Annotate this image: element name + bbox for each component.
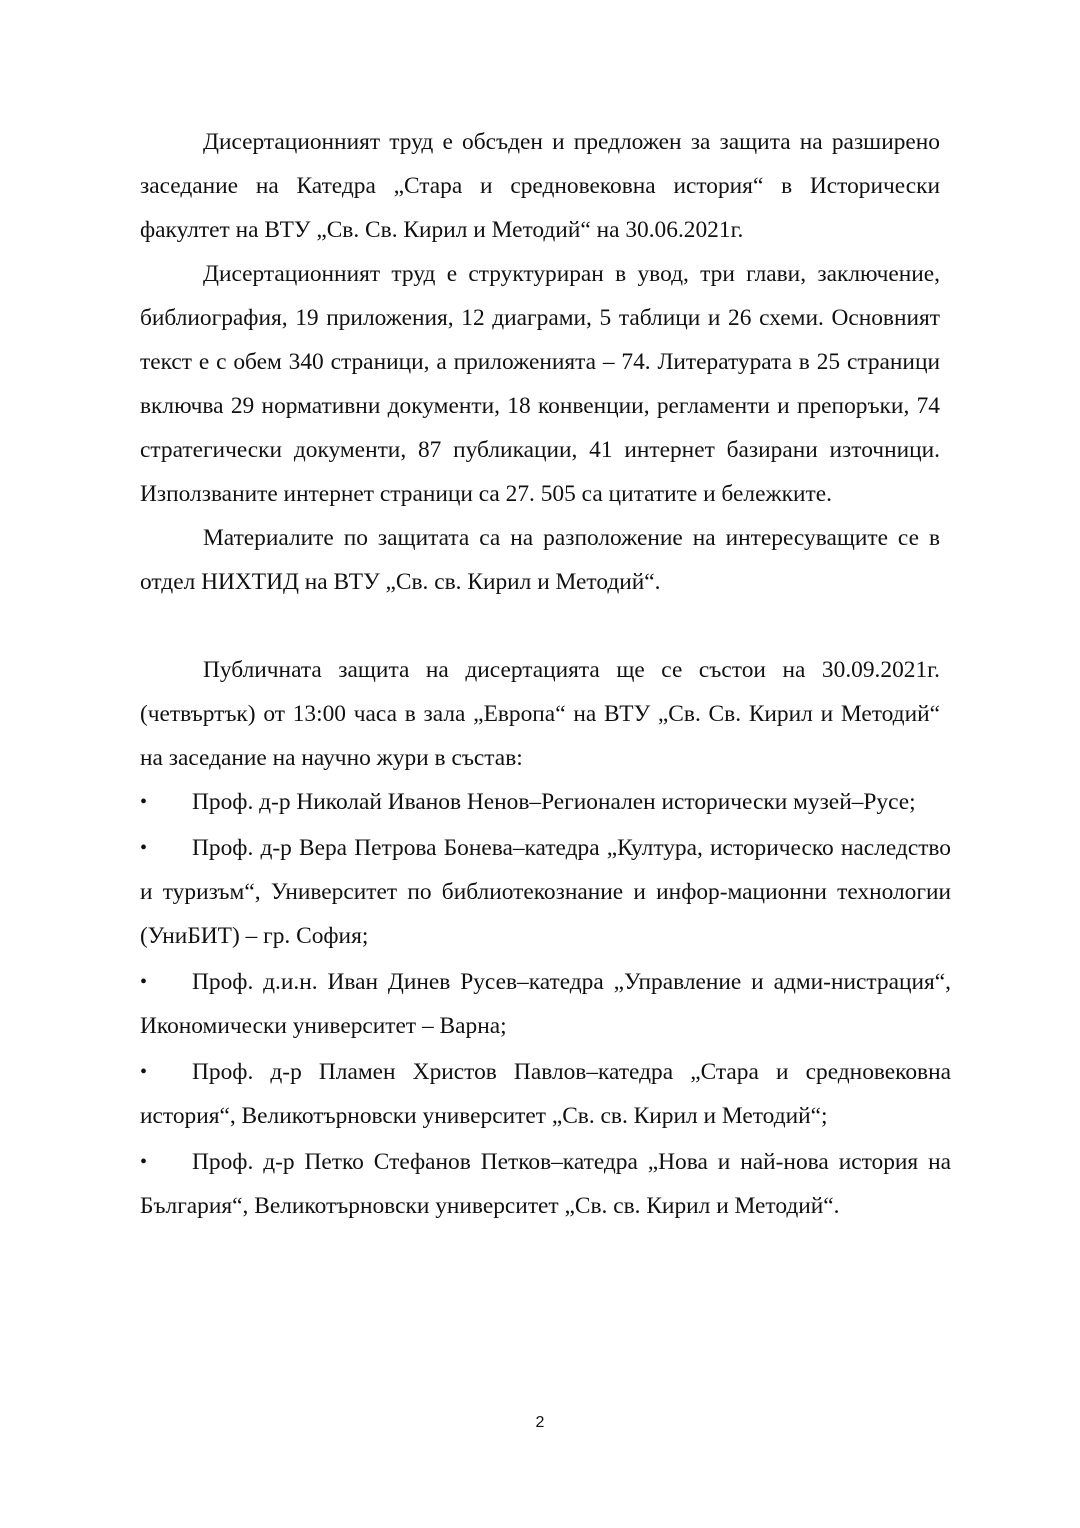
bullet-icon: • [140,1151,148,1173]
page-number: 2 [535,1414,545,1431]
jury-member [140,780,951,824]
paragraph-materials: Материалите по защитата са на разположение на интересуващите се в отдел НИХТИД на ВТУ „Св. св. Кирил и Методий“. [140,525,940,595]
jury-member-text: Проф. д-р Вера Петрова Бонева–катедра „Култура, историческо наследство и туризъм“, Университет по библиотекознание и инфор-мационни технологии (УниБИТ) – гр. София; [140,835,951,949]
paragraph-defense-discussion: Дисертационният труд е обсъден и предложен за защита на разширено заседание на Катедра „Стара и средновековна история“ в Исторически факултет на ВТУ „Св. Св. Кирил и Методий“ на 30.06.2021г. [140,129,940,243]
paragraph-structure: Дисертационният труд е структуриран в увод, три глави, заключение, библиография, 19 приложения, 12 диаграми, 5 таблици и 26 схеми. Основният текст е с обем 340 страници, а приложенията – 74. Литературата в 25 страници включва 29 нормативни документи, 18 конвенции, регламенти и препоръки, 74 стратегически документи, 87 публикации, 41 интернет базирани източници. Използваните интернет страници са 27. 505 са цитатите и бележките. [140,261,940,507]
jury-member [140,1140,951,1228]
document-page [140,120,951,1230]
bullet-icon: • [140,791,148,813]
bullet-icon: • [140,837,148,859]
jury-member-text: Проф. д-р Николай Иванов Ненов–Регионален исторически музей–Русе; [192,789,916,815]
jury-member [140,1050,951,1138]
jury-member [140,960,951,1048]
paragraph-public-defense: Публичната защита на дисертацията ще се състои на 30.09.2021г. (четвъртък) от 13:00 часа в зала „Европа“ на ВТУ „Св. Св. Кирил и Методий“ на заседание на научно жури в състав: [140,657,940,771]
bullet-icon: • [140,1061,148,1083]
jury-member-text: Проф. д.и.н. Иван Динев Русев–катедра „Управление и адми-нистрация“, Икономически университет – Варна; [140,969,951,1039]
jury-member-text: Проф. д-р Петко Стефанов Петков–катедра „Нова и най-нова история на България“, Великотърновски университет „Св. св. Кирил и Методий“. [140,1149,951,1219]
paragraph-gap [140,604,940,648]
jury-list [140,780,951,1228]
jury-member [140,826,951,958]
bullet-icon: • [140,971,148,993]
jury-member-text: Проф. д-р Пламен Христов Павлов–катедра „Стара и средновековна история“, Великотърновски университет „Св. св. Кирил и Методий“; [140,1059,951,1129]
